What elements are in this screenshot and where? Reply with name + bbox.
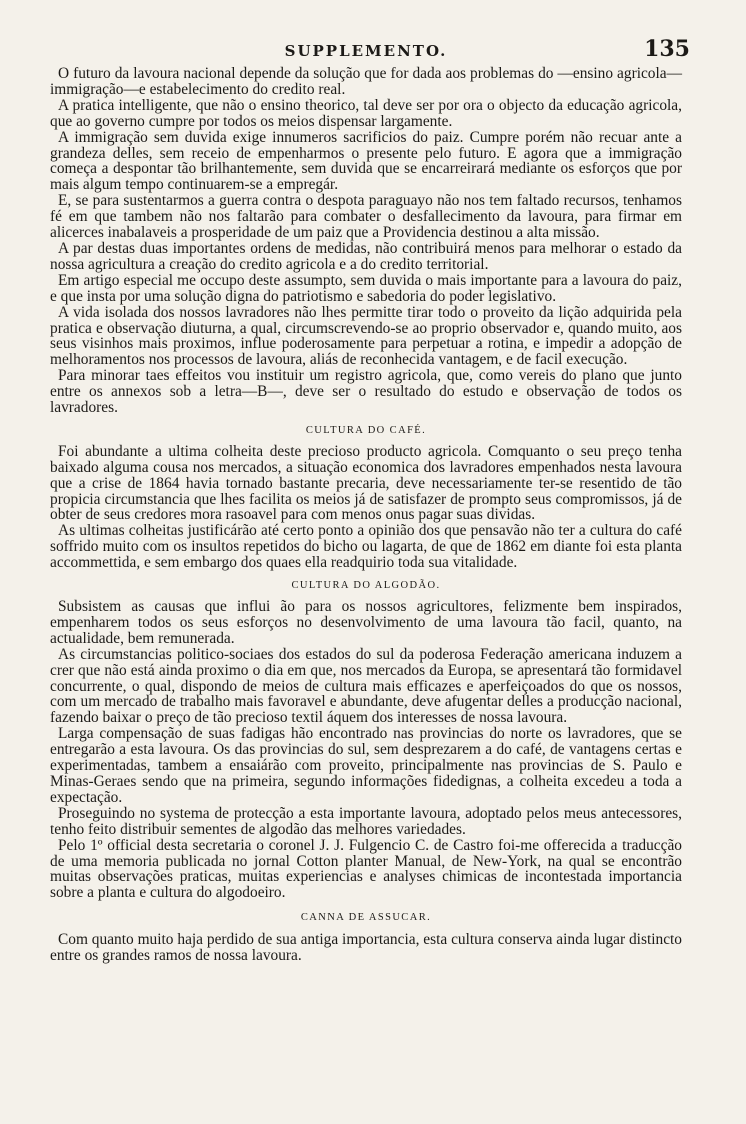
intro-paragraph: A par destas duas importantes ordens de medidas, não contribuirá menos para melhorar o estado da nossa agricultura a creação do credito agricola e a do credito territorial. bbox=[50, 239, 682, 273]
section-heading-algodao: CULTURA DO ALGODÃO. bbox=[291, 580, 441, 592]
algodao-paragraph: As circumstancias politico-sociaes dos estados do sul da poderosa Federação americana induzem a crer que não está ainda proximo o dia em que, nos mercados da Europa, se apresentará tão formidavel concurrente, o qual, dispondo de meios de cultura mais efficazes e aperfeiçoados do que os nossos, com um mercado de trabalho mais favoravel e abundante, deve afugentar delles a producção nacional, fazendo baixar o preço de tão precioso textil áquem dos interesses de nossa lavoura. bbox=[50, 645, 682, 727]
algodao-paragraph: Pelo 1º official desta secretaria o coronel J. J. Fulgencio C. de Castro foi-me offerecida a traducção de uma memoria publicada no jornal Cotton planter Manual, de New-York, na qual se encontrão muitas observações praticas, muitas experiencias e analyses chimicas de incontestada importancia sobre a planta e cultura do algodoeiro. bbox=[50, 836, 682, 902]
algodao-paragraph: Larga compensação de suas fadigas hão encontrado nas provincias do norte os lavradores, que se entregarão a esta lavoura. Os das provincias do sul, sem desprezarem a do café, de vantagens certas e experimentadas, tambem a ensaiárão com proveito, principalmente nas provincias de S. Paulo e Minas-Geraes sendo que na primeira, segundo informações fidedignas, a colheita excedeu a toda a expectação. bbox=[50, 725, 682, 806]
page-header bbox=[50, 36, 690, 66]
intro-paragraph: A vida isolada dos nossos lavradores não lhes permitte tirar todo o proveito da lição adquirida pela pratica e observação diuturna, a qual, circumscrevendo-se ao proprio observador e, quando muito, aos seus visinhos mais proximos, influe poderosamente para perpetuar a rotina, e impedir a adopção de melhoramentos nos processos de lavoura, aliás de reconhecida vantagem, e de facil execução. bbox=[50, 303, 682, 369]
cafe-paragraph: As ultimas colheitas justificárão até certo ponto a opinião dos que pensavão não ter a cultura do café soffrido muito com os insultos repetidos do bicho ou lagarta, de que de 1862 em diante foi esta planta accommettida, e sem embargo dos quaes ella readquirio toda sua vitalidade. bbox=[50, 522, 682, 572]
intro-paragraph: A immigração sem duvida exige innumeros sacrificios do paiz. Cumpre porém não recuar ante a grandeza delles, sem receio de empenharmos o presente pelo futuro. E agora que a immigração começa a despontar tão brilhantemente, sem duvida que se encarreirará mediante os esforços que por mais algum tempo continuarem-se a empregár. bbox=[50, 128, 682, 194]
running-title: SUPPLEMENTO. bbox=[284, 42, 448, 60]
body-text bbox=[50, 66, 682, 964]
intro-paragraph: Em artigo especial me occupo deste assumpto, sem duvida o mais importante para a lavoura do paiz, e que insta por uma solução digna do patriotismo e sabedoria do poder legislativo. bbox=[50, 271, 682, 305]
intro-paragraph: A pratica intelligente, que não o ensino theorico, tal deve ser por ora o objecto da educação agricola, que ao governo cumpre por todos os meios dispensar largamente. bbox=[50, 96, 682, 130]
page-number: 135 bbox=[644, 36, 690, 62]
intro-paragraph: Para minorar taes effeitos vou instituir um registro agricola, que, como vereis do plano que junto entre os annexos sob a letra—B—, deve ser o resultado do estudo e observação de todos os lavradores. bbox=[50, 367, 682, 417]
canna-paragraph: Com quanto muito haja perdido de sua antiga importancia, esta cultura conserva ainda lugar distincto entre os grandes ramos de nossa lavoura. bbox=[50, 931, 682, 965]
section-heading-canna: CANNA DE ASSUCAR. bbox=[300, 912, 432, 924]
cafe-paragraph: Foi abundante a ultima colheita deste precioso producto agricola. Comquanto o seu preço tenha baixado alguma cousa nos mercados, a situação economica dos lavradores empenhados nesta lavoura que a crise de 1864 havia tornado bastante precaria, deve necessariamente ter-se resentido de tão propicia circumstancia que lhes facilita os meios já de satisfazer de prompto seus compromissos, já de obter de seus credores mora rasoavel para com menos onus pagar suas dividas. bbox=[50, 442, 682, 524]
algodao-paragraph: Subsistem as causas que influi ão para os nossos agricultores, felizmente bem inspirados, empenharem todos os seus esforços no desenvolvimento de uma lavoura tão facil, quanto, na actualidade, bem remunerada. bbox=[50, 598, 682, 647]
algodao-paragraph: Proseguindo no systema de protecção a esta importante lavoura, adoptado pelos meus antecessores, tenho feito distribuir sementes de algodão das melhores variedades. bbox=[50, 804, 682, 838]
intro-paragraph: E, se para sustentarmos a guerra contra o despota paraguayo não nos tem faltado recursos, tenhamos fé em que tambem não nos faltarão para combater o desfallecimento da lavoura, para firmar em alicerces inabalaveis a prosperidade de um paiz que a Providencia destinou a alta missão. bbox=[50, 192, 682, 242]
section-heading-cafe: CULTURA DO CAFÉ. bbox=[305, 424, 427, 436]
intro-paragraph: O futuro da lavoura nacional depende da solução que for dada aos problemas do —ensino agricola—immigração—e estabelecimento do credito real. bbox=[50, 65, 682, 98]
